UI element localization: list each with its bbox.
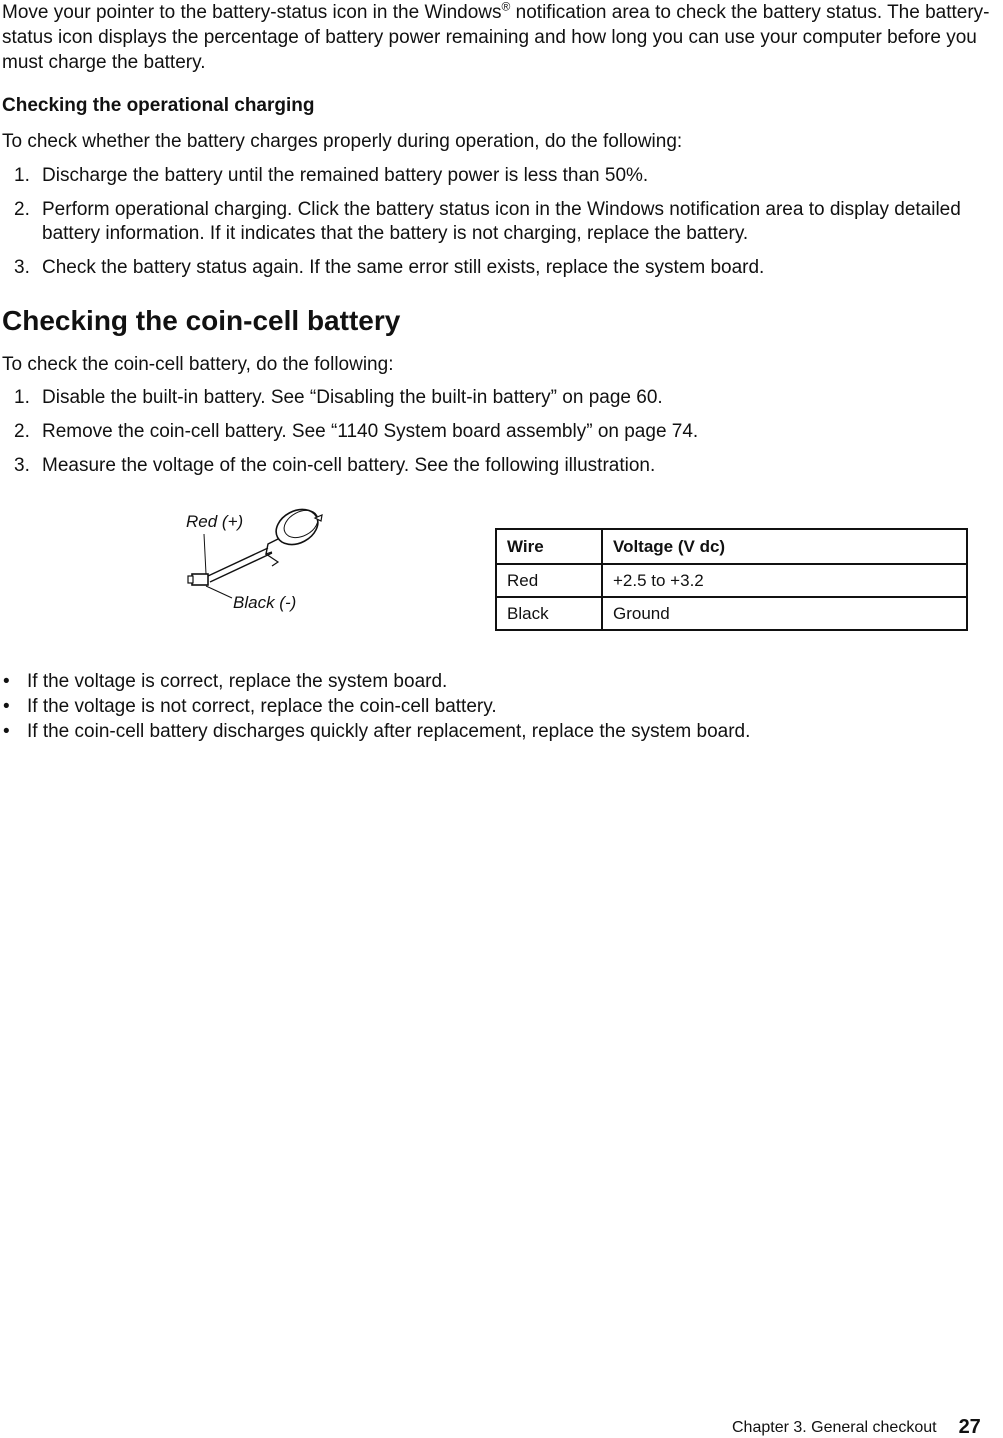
registered-mark: ® (501, 0, 511, 14)
voltage-cell: +2.5 to +3.2 (602, 564, 967, 597)
step-text: Discharge the battery until the remained battery power is less than 50%. (42, 165, 649, 186)
result-bullet-list (0, 669, 750, 744)
coin-cell-battery-illustration (180, 504, 330, 620)
list-item (0, 256, 990, 280)
step-number: 3. (14, 257, 30, 278)
list-item: • If the voltage is not correct, replace the coin-cell battery. (0, 694, 750, 719)
step-number: 2. (14, 199, 30, 220)
step-text: Disable the built-in battery. See “Disabling the built-in battery” on page 60. (42, 387, 663, 408)
intro-text-end: notification area to check the battery status. The battery-status icon displays the percentage of battery power remaining and how long you can use your computer before you must charge the battery. (2, 2, 990, 73)
step-text: Check the battery status again. If the same error still exists, replace the system board. (42, 257, 765, 278)
list-item (0, 164, 990, 188)
wire-cell: Red (496, 564, 602, 597)
chapter-title: Chapter 3. General checkout (732, 1419, 937, 1436)
step-text: Measure the voltage of the coin-cell battery. See the following illustration. (42, 455, 656, 476)
page-number: 27 (958, 1416, 981, 1438)
voltage-table (495, 528, 968, 631)
step-number: 3. (14, 455, 30, 476)
coin-cell-heading: Checking the coin-cell battery (2, 305, 401, 336)
column-header-wire: Wire (496, 529, 602, 564)
intro-text-start: Move your pointer to the battery-status icon in the Windows (2, 2, 502, 23)
operational-steps-list (0, 164, 990, 280)
operational-charging-heading: Checking the operational charging (2, 95, 315, 116)
operational-charging-lead: To check whether the battery charges properly during operation, do the following: (2, 131, 683, 152)
list-item (0, 420, 990, 444)
black-wire-label: Black (-) (233, 593, 297, 612)
step-number: 2. (14, 421, 30, 442)
table-row (496, 564, 967, 597)
wire-cell: Black (496, 597, 602, 630)
intro-paragraph (2, 0, 1000, 75)
step-text: Perform operational charging. Click the battery status icon in the Windows notification area to display detailed battery information. If it indicates that the battery is not charging, replace the battery. (42, 199, 961, 244)
coin-cell-lead: To check the coin-cell battery, do the following: (2, 354, 394, 375)
column-header-voltage: Voltage (V dc) (602, 529, 967, 564)
list-item (0, 198, 990, 246)
list-item: • If the voltage is correct, replace the system board. (0, 669, 750, 694)
voltage-cell: Ground (602, 597, 967, 630)
table-row (496, 597, 967, 630)
list-item (0, 386, 990, 410)
step-number: 1. (14, 165, 30, 186)
table-header-row (496, 529, 967, 564)
step-text: Remove the coin-cell battery. See “1140 System board assembly” on page 74. (42, 421, 699, 442)
red-wire-label: Red (+) (186, 512, 244, 531)
list-item (0, 454, 990, 478)
list-item: • If the coin-cell battery discharges quickly after replacement, replace the system board. (0, 719, 750, 744)
coin-cell-steps-list (0, 386, 990, 478)
step-number: 1. (14, 387, 30, 408)
page-footer (732, 1415, 981, 1438)
